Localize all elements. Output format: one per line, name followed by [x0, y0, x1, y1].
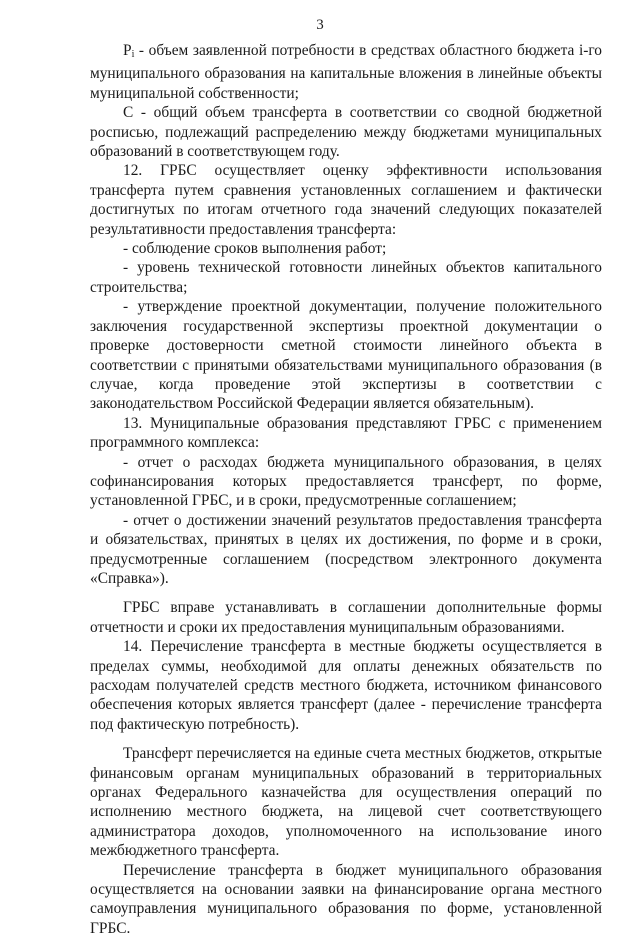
definition-pi	[90, 41, 602, 103]
section-12-intro: 12. ГРБС осуществляет оценку эффективности использования трансферта путем сравнения установленных соглашением и фактически достигнутых по итогам отчетного года значений следующих показателей результативности предоставления трансферта:	[90, 162, 602, 238]
page-number: 3	[316, 17, 324, 33]
pi-definition-text: - объем заявленной потребности в средствах областного бюджета i-го муниципального образования на капитальные вложения в линейные объекты муниципальной собственности;	[90, 42, 602, 102]
definition-c: С - общий объем трансферта в соответствии со сводной бюджетной росписью, подлежащий распределению между бюджетами муниципальных образований в соответствующем году.	[90, 104, 602, 161]
section-12-item: - уровень технической готовности линейных объектов капитального строительства;	[90, 259, 602, 296]
pi-subscript: i	[131, 49, 135, 60]
section-14-intro: 14. Перечисление трансферта в местные бюджеты осуществляется в пределах суммы, необходимой для оплаты денежных обязательств по расходам получателей средств местного бюджета, источником финансового обеспечения которых является трансферт (далее - перечисление трансферта под фактическую потребность).	[90, 638, 602, 733]
section-13-intro: 13. Муниципальные образования представляют ГРБС с применением программного комплекса:	[90, 414, 602, 452]
pi-symbol: P	[123, 42, 132, 59]
document-body	[90, 41, 602, 938]
section-12-item: - соблюдение сроков выполнения работ;	[123, 240, 387, 258]
section-14-transfer-basis: Перечисление трансферта в бюджет муниципального образования осуществляется на основании заявки на финансирование органа местного самоуправления муниципального образования по форме, установленной ГРБС.	[90, 861, 602, 937]
section-13-item: - отчет о достижении значений результатов предоставления трансферта и обязательствах, принятых в целях их достижения, по форме и в сроки, предусмотренные соглашением (посредством электронного документа «Справка»).	[90, 511, 602, 587]
section-13-extra: ГРБС вправе устанавливать в соглашении дополнительные формы отчетности и сроки их предоставления муниципальным образованиями.	[90, 599, 602, 636]
section-13-item: - отчет о расходах бюджета муниципального образования, в целях софинансирования которых предоставляется трансферт, по форме, установленной ГРБС, и в сроки, предусмотренные соглашением;	[90, 453, 602, 510]
section-12-item: - утверждение проектной документации, получение положительного заключения государственной экспертизы проектной документации о проверке достоверности сметной стоимости линейного объекта в соответствии с принятыми обязательствами муниципального образования (в случае, когда проведение этой экспертизы в соответствии с законодательством Российской Федерации является обязательным).	[90, 298, 602, 413]
section-14-transfer-accounts: Трансферт перечисляется на единые счета местных бюджетов, открытые финансовым органам муниципальных образований в территориальных органах Федерального казначейства для осуществления операций по исполнению местного бюджета, на лицевой счет соответствующего администратора доходов, уполномоченного на использование иного межбюджетного трансферта.	[90, 745, 602, 860]
